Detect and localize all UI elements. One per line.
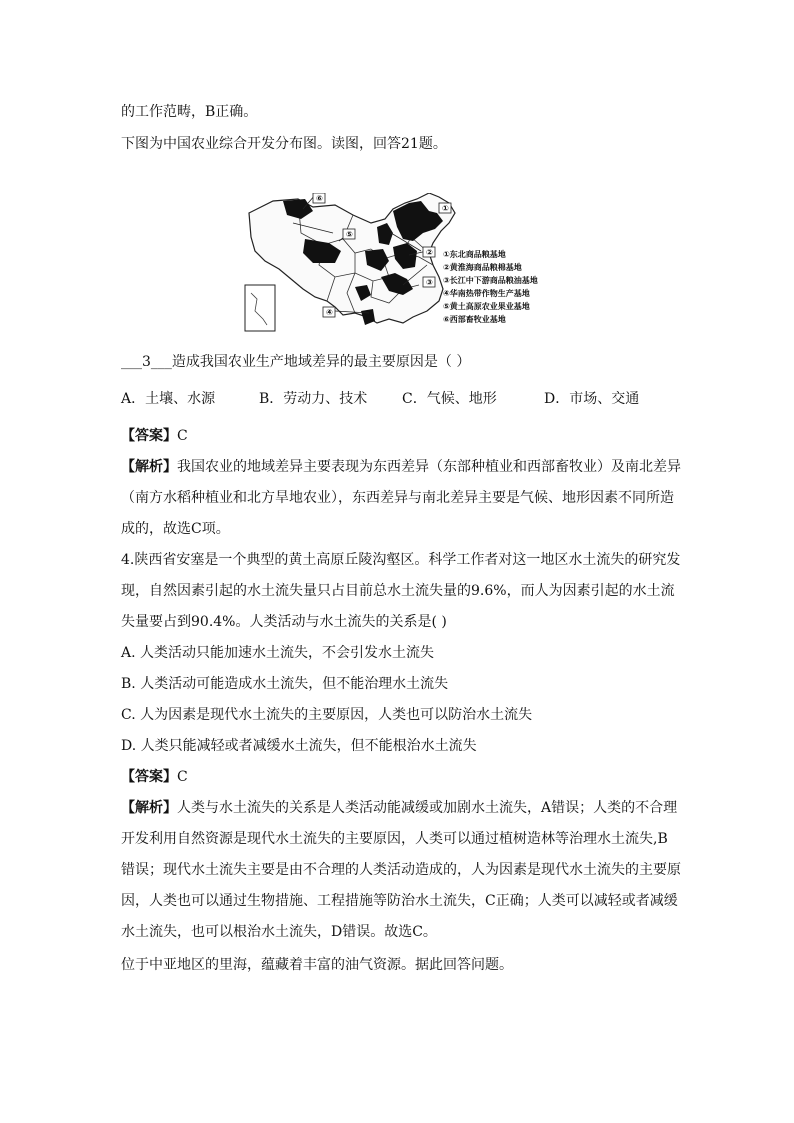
legend-item-3: ③长江中下游商品粮油基地 [443, 276, 538, 285]
inset-coast [251, 293, 267, 325]
question-4-line-2: 现，自然因素引起的水土流失量只占目前总水土流失量的9.6%，而人为因素引起的水土流 [121, 583, 675, 599]
explanation-4-line-1 [121, 798, 677, 818]
explanation-3-line-1 [121, 457, 681, 477]
explanation-4-text-1: 人类与水土流失的关系是人类活动能减缓或加剧水土流失，A错误；人类的不合理 [177, 800, 678, 816]
explanation-4-line-4: 因，人类也可以通过生物措施、工程措施等防治水土流失，C正确；人类可以减轻或者减缓 [121, 893, 678, 909]
question-4-line-3: 失量要占到90.4%。人类活动与水土流失的关系是( ) [121, 614, 447, 630]
box-4-label: ④ [326, 308, 333, 317]
q4-option-b: B. 人类活动可能造成水土流失，但不能治理水土流失 [121, 676, 449, 692]
legend-item-4: ④华南热带作物生产基地 [443, 289, 530, 298]
legend-item-5: ⑤黄土高原农业果业基地 [443, 302, 530, 311]
explanation-4-line-3: 错误；现代水土流失主要是由不合理的人类活动造成的，人为因素是现代水土流失的主要原 [121, 862, 681, 878]
question-3-text: 造成我国农业生产地域差异的最主要原因是（ ） [171, 354, 471, 370]
question-3-number: ___3___ [121, 354, 172, 370]
legend-item-2: ②黄淮海商品粮棉基地 [443, 263, 522, 272]
region-south [361, 309, 375, 325]
answer-4-value: C [177, 769, 188, 785]
explanation-4-line-2: 开发利用自然资源是现代水土流失的主要原因，人类可以通过植树造林等治理水土流失,B [121, 831, 668, 847]
explanation-4-line-5: 水土流失，也可以根治水土流失，D错误。故选C。 [121, 924, 437, 940]
question-4-line-1: 4.陕西省安塞是一个典型的黄土高原丘陵沟壑区。科学工作者对这一地区水土流失的研究发 [121, 552, 681, 568]
q4-option-d: D. 人类只能减轻或者减缓水土流失，但不能根治水土流失 [121, 738, 477, 754]
explanation-3-label: 【解析】 [121, 459, 177, 475]
answer-3-label: 【答案】 [121, 428, 177, 444]
box-3-label: ③ [426, 278, 433, 287]
text-line: 的工作范畴，B正确。 [121, 104, 258, 120]
legend-item-6: ⑥西部畜牧业基地 [443, 315, 506, 324]
china-agriculture-map [243, 193, 557, 335]
explanation-3-line-3: 成的，故选C项。 [121, 521, 230, 537]
explanation-3-line-2: （南方水稻种植业和北方旱地农业），东西差异与南北差异主要是气候、地形因素不同所造 [121, 490, 674, 506]
intro-map-question: 下图为中国农业综合开发分布图。读图，回答21题。 [121, 136, 447, 152]
next-section-intro: 位于中亚地区的里海，蕴藏着丰富的油气资源。据此回答问题。 [121, 957, 513, 973]
answer-3 [121, 426, 188, 446]
box-1-label: ① [442, 204, 449, 213]
question-3 [121, 352, 470, 372]
q3-option-a: A．土壤、水源 [121, 391, 216, 407]
box-2-label: ② [426, 248, 433, 257]
answer-3-value: C [177, 428, 188, 444]
q3-option-b: B．劳动力、技术 [259, 391, 368, 407]
q3-option-d: D．市场、交通 [544, 391, 640, 407]
south-china-sea-inset [245, 285, 275, 331]
box-5-label: ⑤ [346, 230, 353, 239]
explanation-4-label: 【解析】 [121, 800, 177, 816]
answer-4-label: 【答案】 [121, 769, 177, 785]
q4-option-a: A. 人类活动只能加速水土流失，不会引发水土流失 [121, 645, 435, 661]
answer-4 [121, 767, 188, 787]
legend-item-1: ①东北商品粮基地 [443, 250, 506, 259]
box-6-label: ⑥ [316, 194, 323, 203]
q4-option-c: C. 人为因素是现代水土流失的主要原因，人类也可以防治水土流失 [121, 707, 533, 723]
q3-option-c: C．气候、地形 [402, 391, 497, 407]
map-svg [243, 193, 557, 335]
explanation-3-text-1: 我国农业的地域差异主要表现为东西差异（东部种植业和西部畜牧业）及南北差异 [177, 459, 681, 475]
